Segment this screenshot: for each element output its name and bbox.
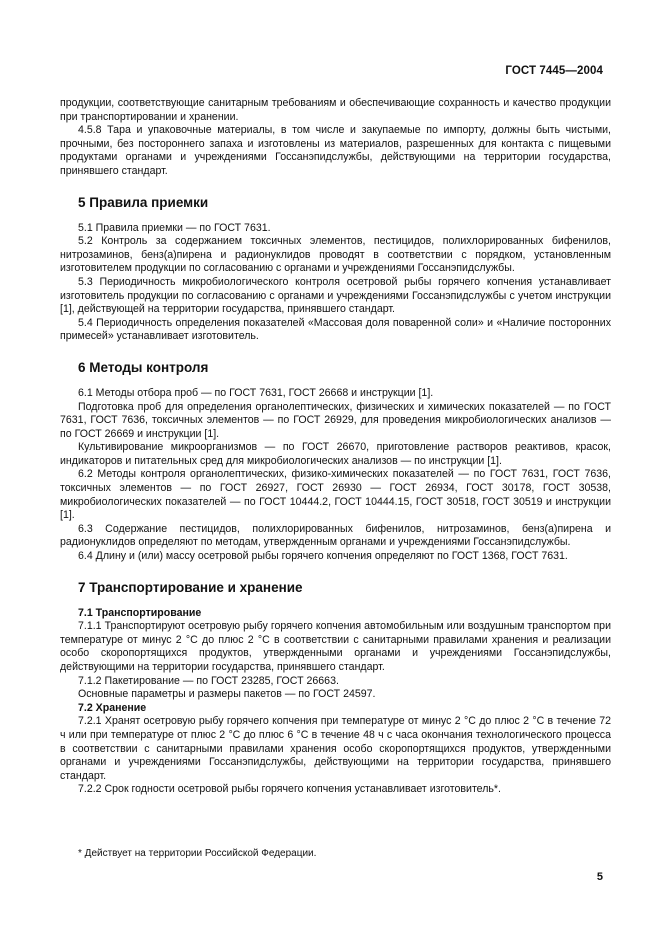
paragraph: 5.3 Периодичность микробиологического контроля осетровой рыбы горячего копчения устанавливает изготовитель продукции по согласованию с органами и учреждениями Госсанэпидслужбы с учетом инструкции [1], действующей на территории государства, принявшего стандарт.	[60, 275, 611, 316]
subsection-heading: 7.1 Транспортирование	[78, 606, 202, 619]
paragraph: Основные параметры и размеры пакетов — по ГОСТ 24597.	[78, 688, 376, 701]
section-7-heading: 7 Транспортирование и хранение	[78, 579, 303, 595]
paragraph: 5.2 Контроль за содержанием токсичных элементов, пестицидов, полихлорированных бифенилов, нитрозаминов, бенз(а)пирена и радионуклидов проводят в соответствии с порядком, установленным изготовителем продукции по согласованию с органами и учреждениями Госсанэпидслужбы.	[60, 235, 611, 275]
paragraph: 7.1.1 Транспортируют осетровую рыбу горячего копчения автомобильным или воздушным транспортом при температуре от минус 2 °С до плюс 2 °С в соответствии с санитарными правилами хранения и реализации особо скоропортящихся продуктов, утвержденными органами и учреждениями Госсанэпидслужбы, действующими на территории государства, принявшего стандарт.	[60, 620, 611, 673]
paragraph: 5.4 Периодичность определения показателей «Массовая доля поваренной соли» и «Наличие посторонних примесей» устанавливает изготовитель.	[60, 316, 611, 343]
paragraph: 7.2.1 Хранят осетровую рыбу горячего копчения при температуре от минус 2 °С до плюс 2 °С в течение 72 ч или при температуре от плюс 2 °С до плюс 6 °С в течение 48 ч с часа окончания технологического процесса в соответствии с санитарными правилами хранения особо скоропортящихся продуктов, утвержденными органами и учреждениями Госсанэпидслужбы, действующими на территории государства, принявшего стандарт.	[60, 715, 611, 782]
section-6-heading: 6 Методы контроля	[78, 359, 209, 375]
paragraph: 4.5.8 Тара и упаковочные материалы, в том числе и закупаемые по импорту, должны быть чистыми, прочными, без постороннего запаха и изготовлены из материалов, разрешенных для контакта с пищевыми продуктами органами и учреждениями Госсанэпидслужбы, действующими на территории государства, принявшего стандарт.	[60, 124, 611, 177]
paragraph: продукции, соответствующие санитарным требованиям и обеспечивающие сохранность и качество продукции при транспортировании и хранении.	[60, 97, 611, 123]
paragraph: 6.3 Содержание пестицидов, полихлорированных бифенилов, нитрозаминов, бенз(а)пирена и радионуклидов определяют по методам, утвержденным органами и учреждениями Госсанэпидслужбы.	[60, 522, 611, 549]
paragraph: Культивирование микроорганизмов — по ГОСТ 26670, приготовление растворов реактивов, красок, индикаторов и питательных сред для микробиологических анализов — по инструкции [1].	[60, 441, 611, 467]
subsection-heading: 7.2 Хранение	[78, 701, 147, 714]
paragraph: 7.1.2 Пакетирование — по ГОСТ 23285, ГОСТ 26663.	[78, 674, 339, 687]
paragraph: 6.1 Методы отбора проб — по ГОСТ 7631, ГОСТ 26668 и инструкции [1].	[78, 386, 434, 399]
paragraph: 6.2 Методы контроля органолептических, физико-химических показателей — по ГОСТ 7631, ГОСТ 7636, токсичных элементов — по ГОСТ 26927, ГОСТ 26930 — ГОСТ 26934, ГОСТ 30178, ГОСТ 30538, микробиологических показателей — по ГОСТ 10444.2, ГОСТ 10444.15, ГОСТ 30518, ГОСТ 30519 и инструкции [1].	[60, 468, 611, 522]
paragraph: 5.1 Правила приемки — по ГОСТ 7631.	[78, 221, 271, 234]
paragraph: 7.2.2 Срок годности осетровой рыбы горячего копчения устанавливает изготовитель*.	[78, 783, 501, 796]
document-body	[60, 97, 611, 797]
paragraph: Подготовка проб для определения органолептических, физических и химических показателей — по ГОСТ 7631, ГОСТ 7636, токсичных элементов — по ГОСТ 26929, для проведения микробиологических анализов — по ГОСТ 26669 и инструкции [1].	[60, 400, 611, 440]
page-number: 5	[596, 871, 603, 883]
standard-code-header: ГОСТ 7445—2004	[505, 65, 603, 77]
paragraph: 6.4 Длину и (или) массу осетровой рыбы горячего копчения определяют по ГОСТ 1368, ГОСТ 7631.	[78, 550, 568, 563]
footnote: * Действует на территории Российской Федерации.	[78, 848, 317, 859]
section-5-heading: 5 Правила приемки	[78, 194, 209, 210]
